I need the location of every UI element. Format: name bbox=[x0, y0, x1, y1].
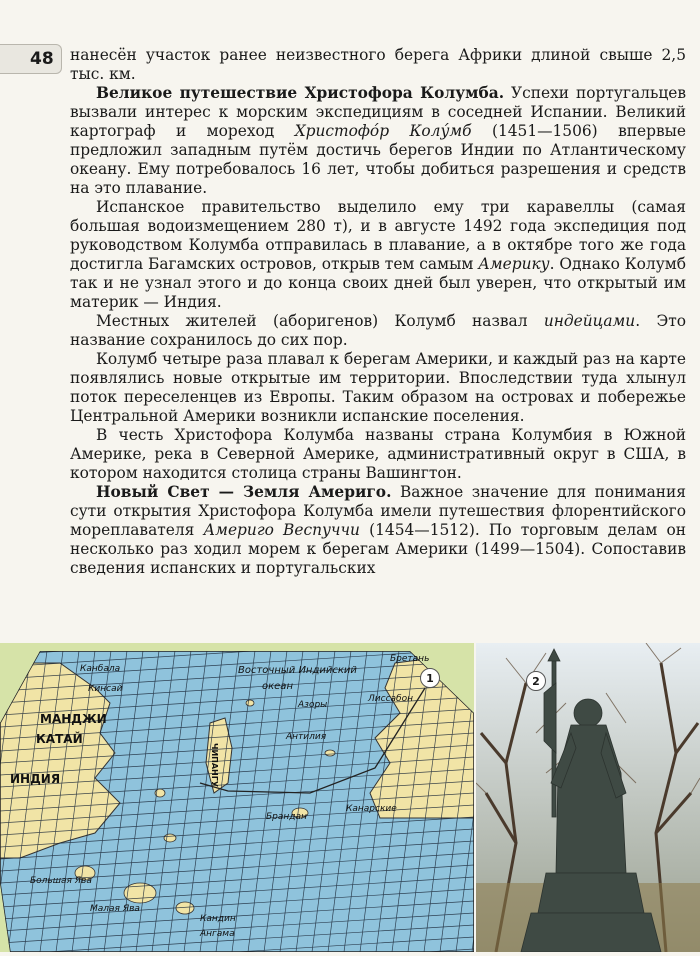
map-label-malaya-yava: Малая Ява bbox=[90, 904, 140, 914]
paragraph-new-world bbox=[70, 483, 686, 578]
section-heading-columbus: Великое путешествие Христофора Колумба. bbox=[96, 84, 505, 102]
page-number: 48 bbox=[0, 44, 62, 74]
map-label-mandzhi: МАНДЖИ bbox=[40, 712, 107, 726]
map-label-bretan: Бретань bbox=[390, 654, 430, 664]
paragraph-honor: В честь Христофора Колумба названы страна Колумбия в Южной Америке, река в Северной Америке, административный округ в США, в котором находится столица страны Вашингтон. bbox=[70, 426, 686, 482]
paragraph-indians bbox=[70, 312, 686, 350]
paragraph-voyages: Колумб четыре раза плавал к берегам Америки, и каждый раз на карте появлялись новые открытые им территории. Впоследствии туда хлынул поток переселенцев из Европы. Таким образом на островах и побережье Центральной Америки возникли испанские поселения. bbox=[70, 350, 686, 425]
map-label-yava: Большая Ява bbox=[30, 876, 92, 886]
map-label-ocean-1: Восточный Индийский bbox=[238, 665, 357, 676]
term-columbus: Христофо́р Колу́мб bbox=[294, 122, 472, 140]
toscanelli-map bbox=[0, 643, 474, 952]
columbus-statue-photo bbox=[476, 643, 700, 952]
map-label-angama: Ангама bbox=[200, 929, 235, 939]
map-label-azory: Азоры bbox=[298, 700, 328, 710]
paragraph-expedition bbox=[70, 198, 686, 312]
map-label-lissabon: Лиссабон bbox=[368, 694, 413, 704]
text-run: Испанское правительство выделило ему три каравеллы (самая большая водоизмещением 280 т), и в августе 1492 года экспедиция под руководством Колумба отправилась в плавание, а в октябре того же года достигла Багамских островов, открыв тем самым bbox=[70, 198, 686, 273]
map-label-india: ИНДИЯ bbox=[10, 772, 61, 786]
map-graphic bbox=[0, 643, 474, 952]
figure-badge-2: 2 bbox=[526, 671, 546, 691]
figure-badge-1: 1 bbox=[420, 668, 440, 688]
text-run: Местных жителей (аборигенов) Колумб назвал bbox=[96, 312, 544, 330]
term-indians: индейцами bbox=[543, 312, 636, 330]
paragraph-intro: нанесён участок ранее неизвестного берега Африки длиной свыше 2,5 тыс. км. bbox=[70, 46, 686, 83]
term-vespucci: Америго Веспуччи bbox=[203, 521, 360, 539]
text-run: (1451—1506) впервые предложил западным путём достичь берегов Индии по Атлантическому океану. Ему потребовалось 16 лет, чтобы добиться разрешения и средств на это плавание. bbox=[70, 122, 686, 197]
map-label-chipangu: ЧИПАНГУ bbox=[210, 743, 219, 788]
statue-graphic bbox=[476, 643, 700, 952]
map-label-kinsai: Кинсай bbox=[88, 684, 123, 694]
paragraph-columbus bbox=[70, 84, 686, 198]
map-label-kanary: Канарские bbox=[346, 804, 397, 814]
map-label-kanbala: Канбала bbox=[80, 664, 121, 674]
text-run: Важное значение для понимания сути открытия Христофора Колумба имели путешествия флорентийского мореплавателя bbox=[70, 483, 686, 539]
text-run: (1454—1512). По торговым делам он несколько раз ходил морем к берегам Америки (1499—1504). Сопоставив сведения испанских и португальских bbox=[70, 521, 686, 577]
map-label-katai: КАТАЙ bbox=[36, 732, 83, 746]
map-label-antilia: Антилия bbox=[286, 732, 327, 742]
map-label-brandan: Брандан bbox=[266, 812, 307, 822]
figures bbox=[0, 643, 700, 952]
text-run: Успехи португальцев вызвали интерес к морским экспедициям в соседней Испании. Великий картограф и мореход bbox=[70, 84, 686, 140]
map-label-ocean-2: океан bbox=[262, 681, 293, 692]
text-run: . Это название сохранилось до сих пор. bbox=[70, 312, 686, 349]
text-run: . Однако Колумб так и не узнал этого и до конца своих дней был уверен, что открытый им материк — Индия. bbox=[70, 255, 686, 311]
body-text bbox=[70, 46, 686, 578]
map-label-kandin: Кандин bbox=[200, 914, 236, 924]
section-heading-new-world: Новый Свет — Земля Америго. bbox=[96, 483, 392, 501]
term-america: Америку bbox=[478, 255, 550, 273]
